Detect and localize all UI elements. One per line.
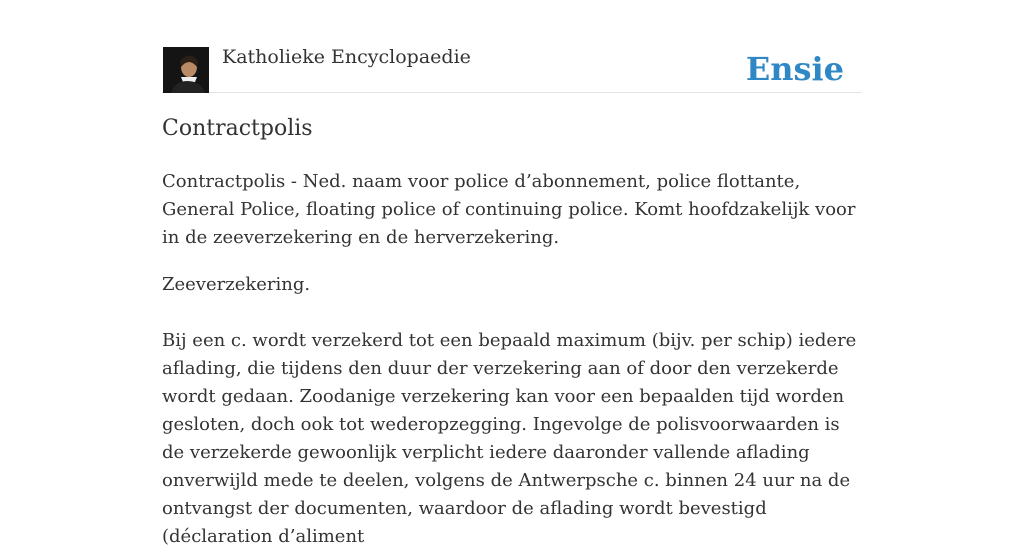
portrait-icon [163,47,209,93]
article-paragraph-subheading: Zeeverzekering. [162,274,311,295]
article-paragraph-body: Bij een c. wordt verzekerd tot een bepaald maximum (bijv. per schip) iedere aflading, die tijdens den duur der verzekering aan of door den verzekerde wordt gedaan. Zoodanige verzekering kan voor een bepaalden tijd worden gesloten, doch ook tot wederopzegging. Ingevolge de polisvoorwaarden is de verzekerde gewoonlijk verplicht iedere daaronder vallende aflading onverwijld mede te deelen, volgens de Antwerpsche c. binnen 24 uur na de ontvangst der documenten, waardoor de aflading wordt bevestigd (déclaration d’aliment [162,330,857,547]
article-title: Contractpolis [162,116,313,141]
source-avatar[interactable] [163,47,209,93]
site-header [162,44,862,93]
ensie-logo[interactable]: Ensie [745,50,844,88]
article-paragraph-intro: Contractpolis - Ned. naam voor police d’abonnement, police flottante, General Police, floating police of continuing police. Komt hoofdzakelijk voor in de zeeverzekering en de herverzekering. [162,171,856,248]
source-name[interactable]: Katholieke Encyclopaedie [222,46,471,68]
